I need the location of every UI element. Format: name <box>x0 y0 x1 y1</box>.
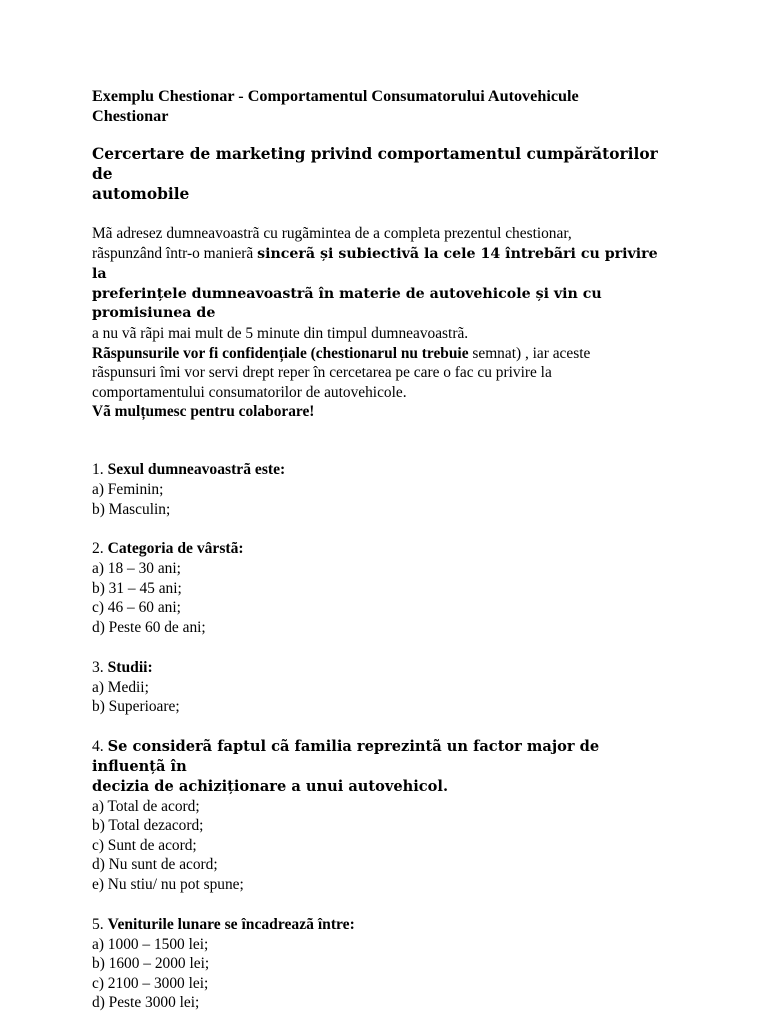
intro-line-6: rãspunsuri îmi vor servi drept reper în cercetarea pe care o fac cu privire la <box>92 364 552 382</box>
intro-line-5-bold: Rãspunsurile vor fi confidențiale (chestionarul nu trebuie <box>92 344 469 362</box>
answer-option: b) Superioare; <box>92 698 180 716</box>
subtitle-line-1: Cercertare de marketing privind comportamentul cumpărătorilor de <box>92 145 658 183</box>
intro-line-2 <box>92 244 672 285</box>
subtitle-line-2: automobile <box>92 185 190 203</box>
intro-line-1: Mã adresez dumneavoastrã cu rugãmintea de a completa prezentul chestionar, <box>92 225 572 242</box>
answer-option: c) Sunt de acord; <box>92 836 197 854</box>
question-heading-continued <box>92 777 672 797</box>
question-number: 5. <box>92 915 104 933</box>
title-line-2: Chestionar <box>92 107 169 125</box>
answer-option: b) Masculin; <box>92 500 171 518</box>
answer-option: c) 46 – 60 ani; <box>92 599 181 617</box>
intro-line-4: a nu vã rãpi mai mult de 5 minute din timpul dumneavoastrã. <box>92 324 469 342</box>
answer-option: c) 2100 – 3000 lei; <box>92 974 209 992</box>
answer-option: a) Feminin; <box>92 480 164 498</box>
title-line-1: Exemplu Chestionar - Comportamentul Consumatorului Autovehicule <box>92 87 579 105</box>
question-text: Sexul dumneavoastrã este: <box>107 460 286 478</box>
answer-option: b) Total dezacord; <box>92 817 204 835</box>
question-text: Categoria de vârstã: <box>107 540 244 558</box>
question-number: 1. <box>92 460 104 478</box>
question-number: 3. <box>92 658 104 676</box>
intro-line-2-bold: sincerã și subiectivã la cele 14 întrebãri cu privire la <box>92 245 658 283</box>
answer-option: b) 1600 – 2000 lei; <box>92 955 210 973</box>
answer-option: d) Nu sunt de acord; <box>92 856 218 874</box>
question-heading <box>92 658 672 678</box>
question-text: Se considerã faptul cã familia reprezintã un factor major de influențã în <box>92 737 600 775</box>
question-3 <box>92 658 672 717</box>
answer-option: a) Medii; <box>92 678 149 696</box>
document-content <box>92 86 672 1013</box>
question-text: Studii: <box>107 658 153 676</box>
intro-line-7: comportamentului consumatorilor de autovehicole. <box>92 383 407 401</box>
question-heading <box>92 539 672 559</box>
question-2 <box>92 539 672 637</box>
intro-line-5-end: semnat) , iar aceste <box>468 344 591 362</box>
question-text: decizia de achiziționare a unui autovehicol. <box>92 777 449 795</box>
question-heading <box>92 737 672 777</box>
question-heading <box>92 915 672 935</box>
intro-paragraph <box>92 224 672 422</box>
answer-option: d) Peste 60 de ani; <box>92 618 206 636</box>
answer-option: d) Peste 3000 lei; <box>92 994 200 1012</box>
answer-option: a) Total de acord; <box>92 797 200 815</box>
answer-option: b) 31 – 45 ani; <box>92 579 182 597</box>
question-1 <box>92 460 672 519</box>
intro-line-8: Vã mulțumesc pentru colaborare! <box>92 403 315 421</box>
answer-option: a) 18 – 30 ani; <box>92 560 181 578</box>
question-number: 4. <box>92 737 104 755</box>
question-4 <box>92 737 672 895</box>
intro-line-5 <box>92 344 672 364</box>
question-heading <box>92 460 672 480</box>
intro-line-2-start: rãspunzând într-o manierã <box>92 244 258 262</box>
question-text: Veniturile lunare se încadreazã între: <box>107 915 355 933</box>
answer-option: a) 1000 – 1500 lei; <box>92 935 209 953</box>
question-number: 2. <box>92 540 104 558</box>
question-5 <box>92 915 672 1013</box>
intro-line-3: preferințele dumneavoastrã în materie de autovehicole și vin cu promisiunea de <box>92 285 602 322</box>
document-title <box>92 86 672 126</box>
answer-option: e) Nu stiu/ nu pot spune; <box>92 876 244 894</box>
document-subtitle <box>92 144 672 204</box>
